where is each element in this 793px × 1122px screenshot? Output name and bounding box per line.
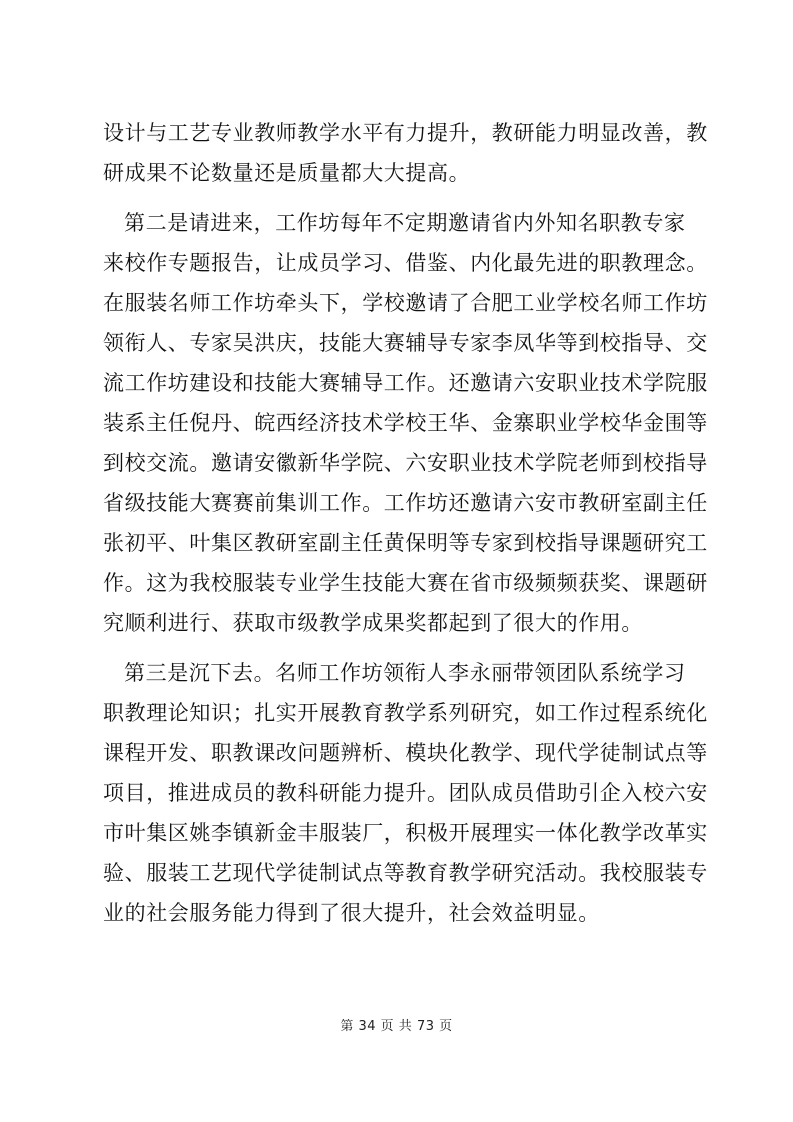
- text-line: 作。这为我校服装专业学生技能大赛在省市级频频获奖、课题研: [103, 571, 708, 595]
- footer-suffix: 页: [439, 1019, 453, 1034]
- text-line: 到校交流。邀请安徽新华学院、六安职业技术学院老师到校指导: [103, 451, 708, 475]
- text-line: 第二是请进来，工作坊每年不定期邀请省内外知名职教专家: [124, 211, 686, 235]
- text-line: 业的社会服务能力得到了很大提升，社会效益明显。: [103, 901, 600, 925]
- text-line: 张初平、叶集区教研室副主任黄保明等专家到校指导课题研究工: [103, 531, 708, 555]
- current-page-number: 34: [358, 1019, 377, 1034]
- text-line: 项目，推进成员的教科研能力提升。团队成员借助引企入校六安: [103, 781, 708, 805]
- text-line: 职教理论知识；扎实开展教育教学系列研究，如工作过程系统化: [103, 701, 708, 725]
- text-line: 验、服装工艺现代学徒制试点等教育教学研究活动。我校服装专: [103, 861, 708, 885]
- text-line: 第三是沉下去。名师工作坊领衔人李永丽带领团队系统学习: [124, 661, 686, 685]
- text-line: 省级技能大赛赛前集训工作。工作坊还邀请六安市教研室副主任: [103, 491, 708, 515]
- text-line: 在服装名师工作坊牵头下，学校邀请了合肥工业学校名师工作坊: [103, 291, 708, 315]
- body-text: [103, 113, 708, 933]
- paragraph: [103, 653, 708, 933]
- paragraph: [103, 113, 708, 193]
- total-page-count: 73: [416, 1019, 435, 1034]
- text-line: 来校作专题报告，让成员学习、借鉴、内化最先进的职教理念。: [103, 251, 708, 275]
- text-line: 设计与工艺专业教师教学水平有力提升，教研能力明显改善，教: [103, 121, 708, 145]
- text-line: 究顺利进行、获取市级教学成果奖都起到了很大的作用。: [103, 611, 643, 635]
- footer-prefix: 第: [340, 1019, 354, 1034]
- footer-middle: 页 共: [380, 1019, 413, 1034]
- text-line: 流工作坊建设和技能大赛辅导工作。还邀请六安职业技术学院服: [103, 371, 708, 395]
- text-line: 装系主任倪丹、皖西经济技术学校王华、金寨职业学校华金围等: [103, 411, 708, 435]
- text-line: 课程开发、职教课改问题辨析、模块化教学、现代学徒制试点等: [103, 741, 708, 765]
- page-footer: [0, 1015, 793, 1034]
- text-line: 研成果不论数量还是质量都大大提高。: [103, 161, 471, 185]
- text-line: 市叶集区姚李镇新金丰服装厂，积极开展理实一体化教学改革实: [103, 821, 708, 845]
- text-line: 领衔人、专家吴洪庆，技能大赛辅导专家李凤华等到校指导、交: [103, 331, 708, 355]
- paragraph: [103, 203, 708, 643]
